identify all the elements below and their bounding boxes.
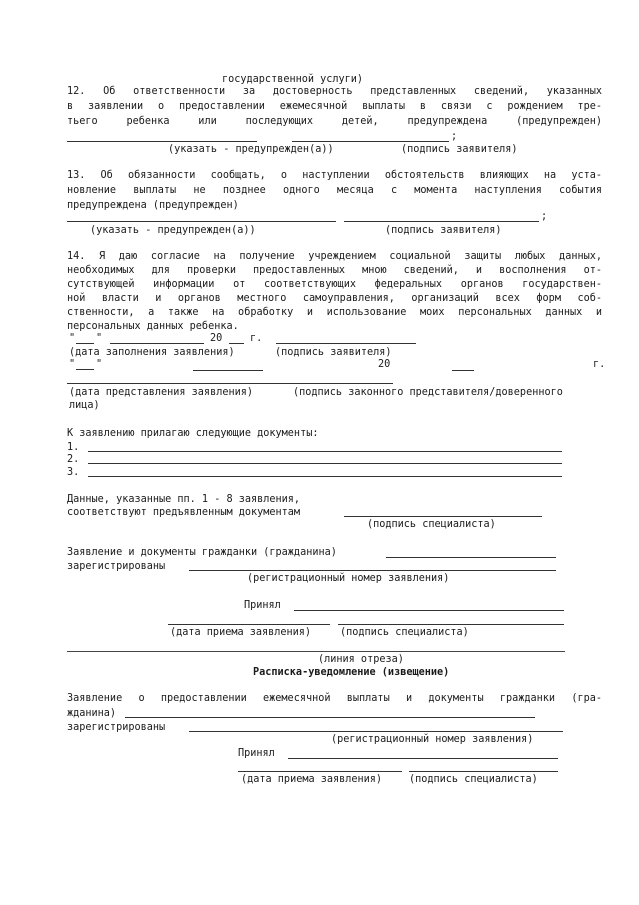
verification-line-2: соответствуют предъявленным документам [67,507,301,518]
item-13-line-1: 13. Об обязанности сообщать, о наступлении обстоятельств влияющих на уста- [67,170,602,181]
registration-citizen-field[interactable] [386,557,556,558]
receipt-line-1: Заявление о предоставлении ежемесячной выплаты и документы гражданки (гра- [67,693,602,704]
item-12-warned-line[interactable] [67,141,257,142]
document-number-1: 1. [67,442,80,453]
submit-date-year-suffix: г. [593,359,606,370]
item-14-line-1: 14. Я даю согласие на получение учреждением социальной защиты любых данных, [67,251,602,262]
registration-line-2: зарегистрированы [67,561,166,572]
receipt-accepted-label: Принял [238,748,275,759]
caption-representative-tail: лица) [69,400,100,411]
caption-applicant-signature: (подпись заявителя) [275,347,392,358]
submit-date-day-field[interactable] [76,369,94,370]
receipt-date-field[interactable] [238,771,402,772]
submit-date-year-field[interactable] [452,370,474,371]
submit-date-open-quote: " [69,359,76,370]
receipt-accepted-field[interactable] [288,758,558,759]
registration-date-field[interactable] [168,624,330,625]
receipt-number-field[interactable] [189,731,563,732]
fill-date-year-suffix: г. [250,333,263,344]
cut-line [67,651,565,652]
item-13-warned-line[interactable] [67,221,336,222]
receipt-caption-date: (дата приема заявления) [241,774,383,785]
item-12-line-3: тьего ребенка или последующих детей, предупреждена (предупрежден) [67,116,602,127]
registration-caption-date: (дата приема заявления) [170,627,312,638]
item-12-line-1: 12. Об ответственности за достоверность представленных сведений, указанных [67,86,602,97]
item-12-line-2: в заявлении о предоставлении ежемесячной выплаты в связи с рождением тре- [67,101,602,112]
caption-representative-signature: (подпись законного представителя/доверенного [293,387,563,398]
fill-date-month-field[interactable] [110,343,204,344]
item-14-line-3: сутствующей информации от соответствующих федеральных органов государствен- [67,279,602,290]
submit-date-close-quote: " [96,359,103,370]
verification-line-1: Данные, указанные пп. 1 - 8 заявления, [67,494,301,505]
caption-fill-date: (дата заполнения заявления) [69,347,235,358]
service-tail-text: государственной услуги) [222,74,364,85]
item-12-caption-warned: (указать - предупрежден(а)) [168,144,334,155]
item-14-line-4: ной власти и органов местного самоуправления, организаций всех форм соб- [67,293,602,304]
item-13-caption-warned: (указать - предупрежден(а)) [90,225,256,236]
fill-date-open-quote: " [69,333,76,344]
receipt-citizen-field[interactable] [125,717,535,718]
fill-date-close-quote: " [96,333,103,344]
item-12-signature-line[interactable] [292,141,449,142]
receipt-line-2: жданина) [67,708,117,719]
item-13-signature-line[interactable] [344,221,539,222]
document-number-3: 3. [67,467,80,478]
registration-line-1: Заявление и документы гражданки (гражданина) [67,547,337,558]
receipt-signature-field[interactable] [409,771,558,772]
submit-date-month-field[interactable] [193,370,263,371]
item-13-semicolon: ; [541,211,548,222]
receipt-line-3: зарегистрированы [67,722,166,733]
documents-heading: К заявлению прилагаю следующие документы: [67,428,319,439]
registration-number-field[interactable] [189,570,556,571]
fill-date-signature-field[interactable] [276,343,416,344]
registration-caption-signature: (подпись специалиста) [340,627,469,638]
fill-date-year-field[interactable] [229,343,244,344]
cut-line-caption: (линия отреза) [318,654,404,665]
item-12-semicolon: ; [451,131,458,142]
fill-date-year-prefix: 20 [210,333,223,344]
registration-accepted-field[interactable] [294,610,564,611]
item-13-line-2: новление выплаты не позднее одного месяца с момента наступления события [67,185,602,196]
verification-caption: (подпись специалиста) [367,519,496,530]
item-13-caption-signature: (подпись заявителя) [385,225,502,236]
item-14-line-2: необходимых для проверки предоставленных мною сведений, и восполнения от- [67,265,602,276]
item-14-line-5: ственности, а также на обработку и использование моих персональных данных и [67,307,602,318]
document-field-3[interactable] [88,476,562,477]
registration-caption: (регистрационный номер заявления) [247,573,450,584]
registration-signature-field[interactable] [338,624,564,625]
submit-date-signature-field[interactable] [67,383,393,384]
item-14-line-6: персональных данных ребенка. [67,321,239,332]
document-number-2: 2. [67,454,80,465]
document-field-2[interactable] [88,463,562,464]
registration-accepted-label: Принял [244,600,281,611]
item-13-line-3: предупреждена (предупрежден) [67,200,239,211]
receipt-caption-signature: (подпись специалиста) [409,774,538,785]
receipt-title: Расписка-уведомление (извещение) [253,667,450,678]
caption-submit-date: (дата представления заявления) [69,387,254,398]
document-field-1[interactable] [88,451,562,452]
submit-date-year-prefix: 20 [378,359,391,370]
item-12-caption-signature: (подпись заявителя) [401,144,518,155]
receipt-caption-reg: (регистрационный номер заявления) [331,734,534,745]
fill-date-day-field[interactable] [76,343,94,344]
verification-signature-field[interactable] [344,516,542,517]
